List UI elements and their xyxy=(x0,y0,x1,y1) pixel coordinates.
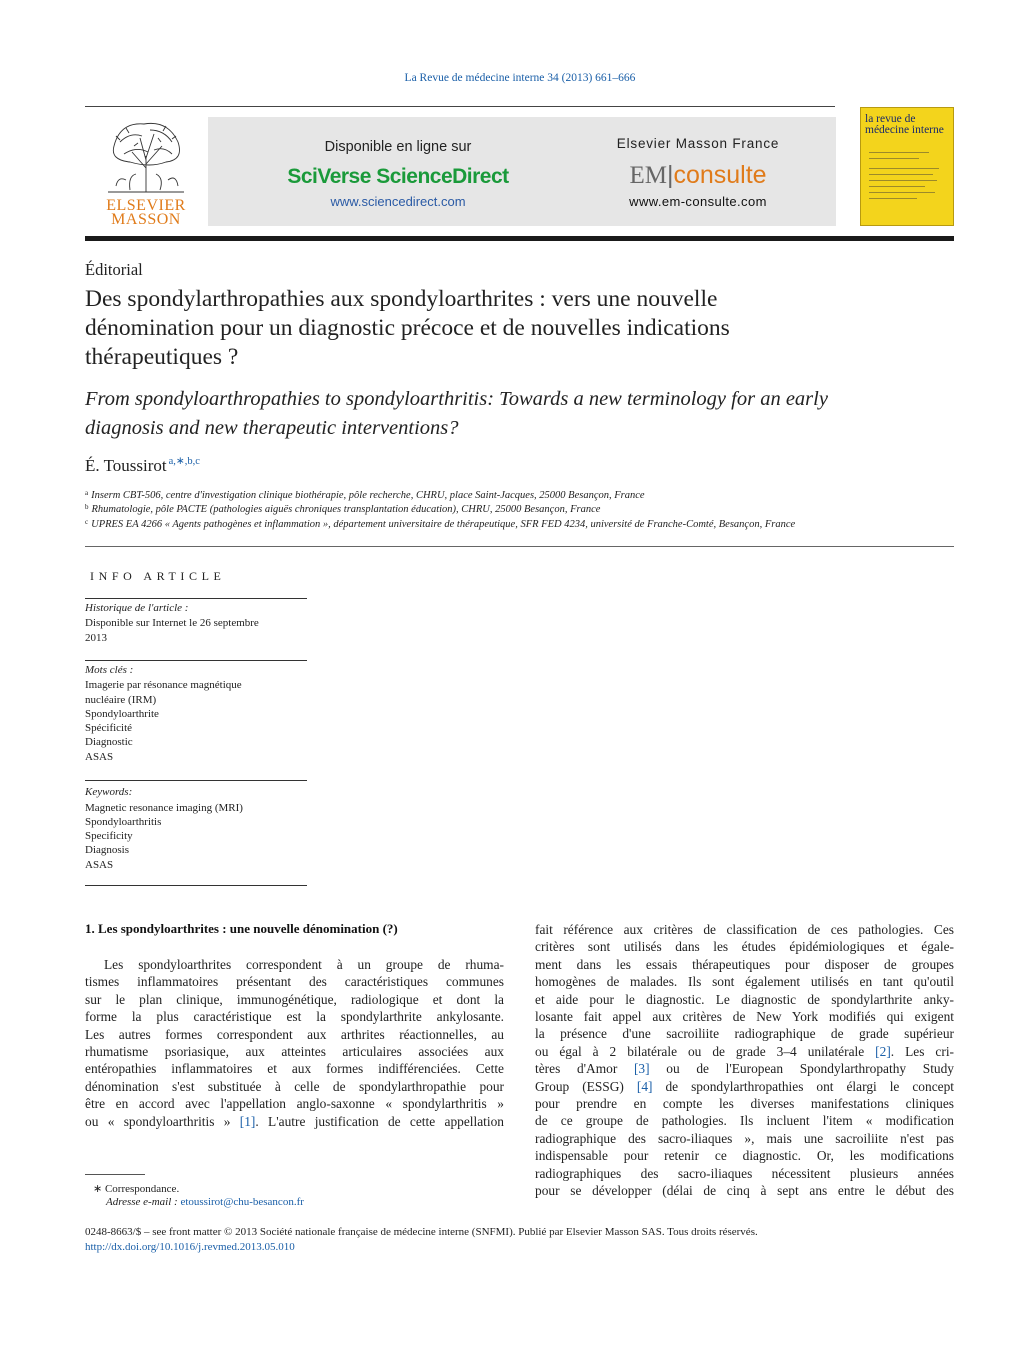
keyword-fr: Diagnostic xyxy=(85,736,133,748)
section-type: Éditorial xyxy=(85,260,143,279)
body-line: homogènes de malades. Ils sont également utilisés en tant qu'outil xyxy=(535,974,954,990)
info-rule xyxy=(85,660,307,661)
publisher-banner xyxy=(208,117,836,226)
elsevier-masson-logo xyxy=(100,116,192,228)
reference-link-4[interactable]: [4] xyxy=(636,1078,653,1094)
journal-cover[interactable] xyxy=(860,107,954,226)
title-en-line: diagnosis and new therapeutic interventions? xyxy=(85,417,459,439)
reference-link-2[interactable]: [2] xyxy=(875,1043,891,1059)
body-line: de ce groupe de pathologies. Ils incluent l'item « modification xyxy=(535,1113,954,1129)
body-line xyxy=(535,1078,954,1095)
available-online-label: Disponible en ligne sur xyxy=(324,139,472,155)
body-text: tères d'Amor xyxy=(535,1061,634,1077)
body-text: . Les cri- xyxy=(890,1043,954,1059)
body-text: Group (ESSG) xyxy=(535,1078,637,1094)
history-label: Historique de l'article : xyxy=(85,602,189,614)
doi-link[interactable]: http://dx.doi.org/10.1016/j.revmed.2013.05.010 xyxy=(85,1241,295,1253)
cover-line xyxy=(869,152,929,153)
body-line: et aide pour le diagnostic. Le diagnostic de spondylarthrite anky- xyxy=(535,991,954,1007)
email-link[interactable]: etoussirot@chu-besancon.fr xyxy=(180,1196,304,1208)
body-line xyxy=(535,1060,954,1077)
body-line: rhumatisme psoriasique, aux atteintes articulaires associées aux xyxy=(85,1044,504,1060)
info-rule xyxy=(85,885,307,886)
body-column-left xyxy=(85,956,504,1130)
em-logo-consulte: consulte xyxy=(673,161,767,189)
title-fr-line: Des spondylarthropathies aux spondyloarthrites : vers une nouvelle xyxy=(85,286,718,312)
body-line xyxy=(85,1113,504,1130)
article-title-en xyxy=(85,385,945,443)
cover-line xyxy=(869,174,933,175)
logo-text-masson: MASSON xyxy=(111,211,181,228)
body-text: . L'autre justification de cette appellation xyxy=(255,1113,504,1129)
body-line: radiographique des sacro-iliaques », mais une sacroiliite n'est pas xyxy=(535,1130,954,1146)
header-thick-rule xyxy=(85,236,954,241)
body-line: radiographiques des sacro-iliaques nécessitent plusieurs années xyxy=(535,1165,954,1181)
affiliation-mark: b xyxy=(85,503,89,511)
cover-line xyxy=(869,198,917,199)
keywords-en-label: Keywords: xyxy=(85,786,133,798)
keywords-fr-label: Mots clés : xyxy=(85,664,134,676)
body-line: ment dans les essais thérapeutiques pour disposer de groupes xyxy=(535,956,954,972)
history-item: 2013 xyxy=(85,632,107,644)
author-name: É. Toussirot xyxy=(85,456,167,475)
author-line xyxy=(85,455,200,476)
affiliation-mark: a xyxy=(85,489,89,497)
em-consulte-block xyxy=(563,117,833,226)
info-rule xyxy=(85,780,307,781)
body-text: ou de l'European Spondylarthropathy Study xyxy=(649,1061,955,1077)
affiliation-c xyxy=(85,518,795,530)
logo-text-elsevier: ELSEVIER xyxy=(106,197,186,214)
elsevier-masson-france-label: Elsevier Masson France xyxy=(616,136,780,151)
sciencedirect-block xyxy=(208,117,588,226)
body-line: être en accord avec l'appellation anglo-saxonne « spondylarthritis » xyxy=(85,1096,504,1112)
email-label: Adresse e-mail : xyxy=(106,1196,181,1208)
body-line: sur le plan clinique, immunogénétique, radiologique et dont la xyxy=(85,991,504,1007)
cover-title: la revue de médecine interne xyxy=(865,113,944,136)
keyword-en: ASAS xyxy=(85,859,114,871)
keyword-fr: Spécificité xyxy=(85,722,133,734)
body-line: critères sont utilisés dans les études épidémiologiques et égale- xyxy=(535,939,954,955)
sciencedirect-link[interactable]: www.sciencedirect.com xyxy=(330,194,466,209)
keyword-fr: ASAS xyxy=(85,751,114,763)
history-item: Disponible sur Internet le 26 septembre xyxy=(85,617,259,629)
body-column-right xyxy=(535,921,954,1200)
body-line: pour prendre en compte les diverses manifestations cliniques xyxy=(535,1096,954,1112)
reference-link-1[interactable]: [1] xyxy=(239,1113,256,1129)
keyword-fr: nucléaire (IRM) xyxy=(85,694,157,706)
title-fr-line: dénomination pour un diagnostic précoce et de nouvelles indications xyxy=(85,315,730,341)
header-rule xyxy=(85,106,835,107)
body-line: la présence d'une sacroiliite radiographique de grade supérieur xyxy=(535,1026,954,1042)
affiliation-text: Rhumatologie, pôle PACTE (pathologies aiguës chroniques transplantation éducation), CHRU, 25000 Besançon, France xyxy=(91,504,601,515)
info-rule xyxy=(85,598,307,599)
journal-reference[interactable]: La Revue de médecine interne 34 (2013) 661–666 xyxy=(404,72,636,84)
em-consulte-logo xyxy=(563,161,833,190)
body-line: tismes inflammatoires présentant des caractéristiques communes xyxy=(85,974,504,990)
title-en-line: From spondyloarthropathies to spondyloarthritis: Towards a new terminology for an early xyxy=(85,388,828,410)
keyword-en: Magnetic resonance imaging (MRI) xyxy=(85,802,243,814)
cover-line xyxy=(869,192,935,193)
body-line: Les spondyloarthrites correspondent à un groupe de rhuma- xyxy=(104,957,504,972)
body-line xyxy=(535,1043,954,1060)
em-consulte-link[interactable]: www.em-consulte.com xyxy=(629,194,767,209)
reference-link-3[interactable]: [3] xyxy=(633,1061,650,1077)
body-line: forme la plus caractéristique est la spondylarthrite ankylosante. xyxy=(85,1009,504,1025)
affiliation-b xyxy=(85,503,600,515)
elsevier-tree-icon xyxy=(106,116,186,194)
keyword-en: Diagnosis xyxy=(85,844,129,856)
body-line: pour se développer (délai de cinq à sept ans entre le début des xyxy=(535,1183,954,1199)
keyword-fr: Spondyloarthrite xyxy=(85,708,159,720)
email-note xyxy=(106,1196,304,1208)
correspondence-note: ∗ Correspondance. xyxy=(93,1183,180,1195)
keyword-fr: Imagerie par résonance magnétique xyxy=(85,679,242,691)
body-line: indispensable pour retenir ce diagnostic. Or, les modifications xyxy=(535,1148,954,1164)
affiliation-mark: c xyxy=(85,518,89,526)
body-text: ou « spondyloarthritis » xyxy=(85,1113,240,1129)
body-line: Les autres formes correspondent aux arthrites réactionnelles, au xyxy=(85,1026,504,1042)
body-line: fait référence aux critères de classification de ces pathologies. Ces xyxy=(535,922,954,937)
affiliation-text: UPRES EA 4266 « Agents pathogènes et inflammation », département universitaire de thérapeutique, SFR FED 4234, université de Franche-Comté, Besançon, France xyxy=(91,519,796,530)
copyright-line: 0248-8663/$ – see front matter © 2013 Société nationale française de médecine interne (SNFMI). Publié par Elsevier Masson SAS. Tous droits réservés. xyxy=(85,1226,758,1238)
body-text: de spondylarthropathies ont élargi le concept xyxy=(652,1078,955,1094)
cover-line xyxy=(869,158,919,159)
affiliation-a xyxy=(85,489,645,501)
author-affiliation-marks[interactable]: a,∗,b,c xyxy=(168,456,200,467)
info-article-heading: INFO ARTICLE xyxy=(90,569,226,583)
keyword-en: Specificity xyxy=(85,830,133,842)
affiliations-rule xyxy=(85,546,954,547)
keyword-en: Spondyloarthritis xyxy=(85,816,162,828)
sciverse-logo: SciVerse ScienceDirect xyxy=(287,165,509,188)
body-line: losante fait appel aux critères de New York modifiés qui exigent xyxy=(535,1009,954,1025)
cover-line xyxy=(869,168,939,169)
title-fr-line: thérapeutiques ? xyxy=(85,344,239,370)
section-heading: 1. Les spondyloarthrites : une nouvelle dénomination (?) xyxy=(85,921,398,936)
em-logo-em: EM xyxy=(629,162,667,189)
cover-line xyxy=(869,180,937,181)
footnote-rule xyxy=(85,1174,145,1175)
body-line: entéropathies inflammatoires et aux formes indifférenciées. Cette xyxy=(85,1061,504,1077)
article-title-fr xyxy=(85,285,945,372)
em-logo-separator: | xyxy=(666,161,674,189)
affiliation-text: Inserm CBT-506, centre d'investigation clinique biothérapie, pôle recherche, CHRU, place Saint-Jacques, 25000 Besançon, France xyxy=(91,490,645,501)
cover-line xyxy=(869,186,925,187)
body-text: ou égal à 2 bilatérale ou de grade 3–4 unilatérale xyxy=(535,1043,876,1059)
body-line: dénomination s'est substituée à celle de spondylarthropathie pour xyxy=(85,1078,504,1094)
